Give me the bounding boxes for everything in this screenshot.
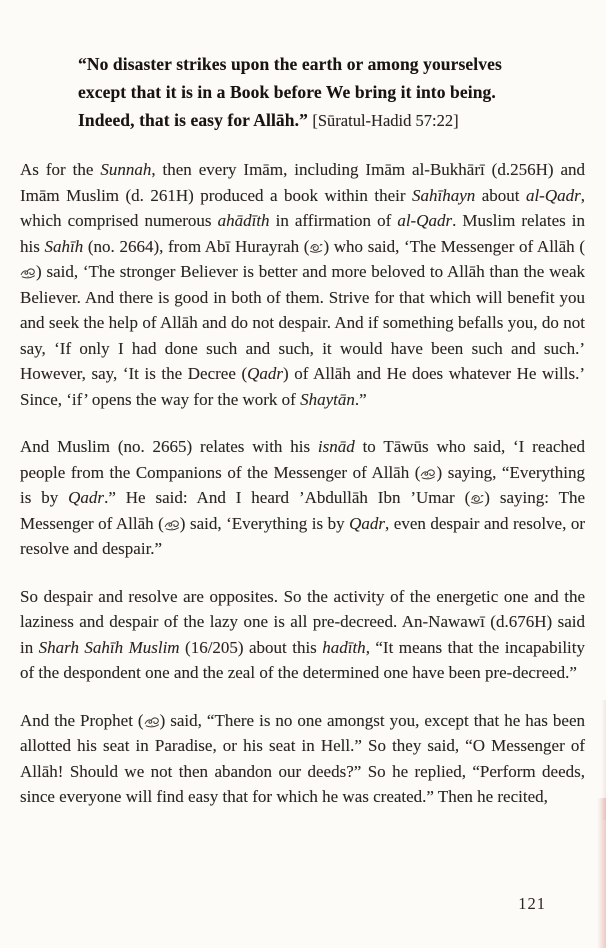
text-run: . Muslim relates in his [20,211,586,256]
text-run: As for the [20,160,101,179]
text-run: (no. 2664), from Abī Hurayrah ( [83,236,310,256]
italic-text-run: Sahīh [44,236,84,256]
italic-text-run: isnād [317,437,355,456]
italic-text-run: hadīth [322,637,366,657]
italic-text-run: Sahīhayn [411,185,476,205]
text-run: .” He said: And I heard ’Abdullāh Ibn ’Umar ( [104,488,471,507]
italic-text-run: al-Qadr [397,211,453,230]
honorific-saw-icon [420,467,436,480]
text-run: ) of Allāh and He does whatever He wills.’ Since, ‘if’ opens the way for the work of [20,364,585,409]
text-run: ) said, “There is no one amongst you, except that he has been allotted his seat in Paradise, or his seat in Hell.” So they said, “O Messenger of Allāh! Should we not then abandon our deeds?” So he replied, “Perform deeds, since everyone will find easy that for which he was created.” Then he recited, [20,710,586,806]
paragraph-prophet-seats [20,708,585,810]
page-number: 121 [518,894,546,913]
italic-text-run: ahādīth [217,211,270,230]
italic-text-run: Shaytān [300,389,355,409]
quote-reference: [Sūratul-Hadid 57:22] [312,111,459,130]
text-run: , which comprised numerous [20,185,585,230]
page-content [20,50,585,810]
paragraph-nawawi-commentary [20,584,585,686]
honorific-ra-icon [470,492,484,505]
text-run: Indeed, that is easy for Allāh.” [78,110,313,130]
text-run: , even despair and resolve, or resolve and despair.” [20,513,585,558]
honorific-ra-icon [309,241,323,254]
text-run: .” [354,389,367,409]
honorific-saw-icon [20,266,36,279]
italic-text-run: Sunnah [100,160,152,179]
text-run: (16/205) about this [179,637,323,657]
text-run: And Muslim (no. 2665) relates with his [20,437,318,456]
scan-edge-artifact [597,798,606,948]
honorific-saw-icon [164,518,180,531]
text-run: ) saying: The Messenger of Allāh ( [20,488,585,533]
text-run: in affirmation of [269,211,398,230]
paragraph-sunnah-intro [20,157,585,412]
text-run: ) said, ‘The stronger Believer is better and more beloved to Allāh than the weak Believer. And there is good in both of them. Strive for that which will benefit you and seek the help of Allāh and do not despair. And if something befalls you, do not say, ‘If only I had done such and such, it would have been such and such.’ However, say, ‘It is the Decree ( [20,262,585,383]
scan-edge-artifact-upper [601,700,606,820]
quran-quote [78,50,550,135]
italic-text-run: Qadr [247,364,284,383]
text-run: about [475,185,526,205]
italic-text-run: Sharh Sahīh Muslim [38,637,180,657]
text-run: to Tāwūs who said, ‘I reached people from the Companions of the Messenger of Allāh ( [20,437,585,482]
text-run: , then every Imām, including Imām al-Bukhārī (d.256H) and Imām Muslim (d. 261H) produced a book within their [20,160,586,205]
text-run: “No disaster strikes upon the earth or among yourselves [78,54,502,74]
text-run: except that it is in a Book before We bring it into being. [78,82,496,102]
text-run: ) who said, ‘The Messenger of Allāh ( [323,236,585,256]
paragraph-muslim-2665 [20,434,585,562]
text-run: So despair and resolve are opposites. So the activity of the energetic one and the laziness and despair of the lazy one is all pre-decreed. An-Nawawī (d.676H) said in [20,586,585,657]
text-run: ) saying, “Everything is by [20,462,585,507]
italic-text-run: Qadr [349,513,386,533]
text-run: And the Prophet ( [20,710,144,730]
italic-text-run: Qadr [68,488,105,507]
text-run: , “It means that the incapability of the despondent one and the zeal of the determined one have been pre-decreed.” [20,637,585,682]
text-run: ) said, ‘Everything is by [179,513,350,533]
italic-text-run: al-Qadr [525,185,581,205]
honorific-saw-icon [144,715,160,728]
